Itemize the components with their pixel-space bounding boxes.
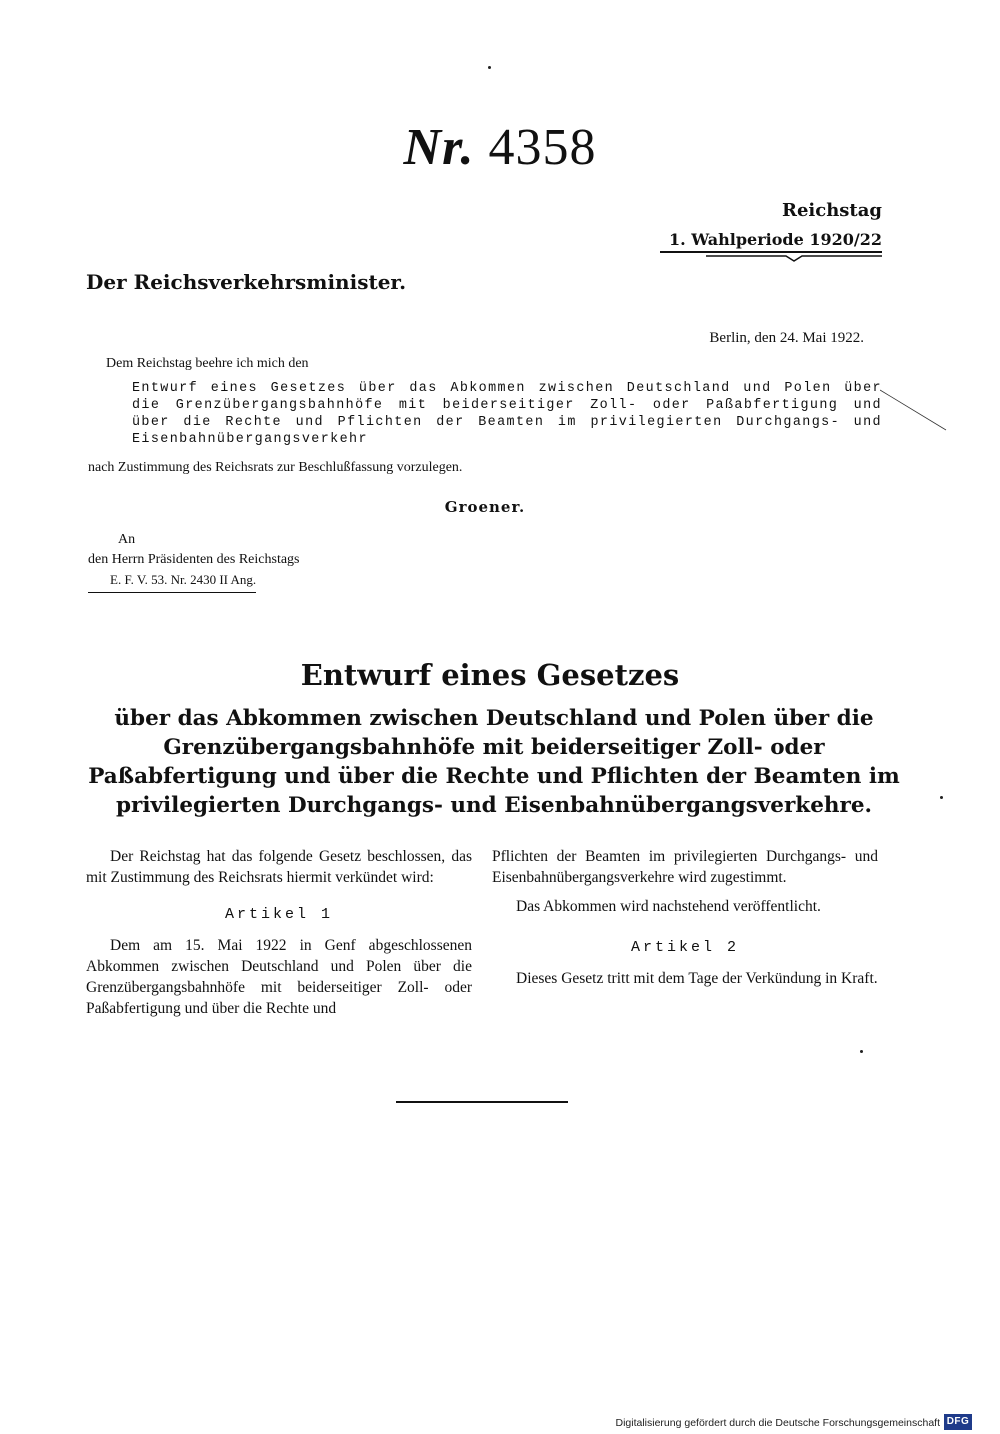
draft-reference: Entwurf eines Gesetzes über das Abkommen zwischen Deutschland und Polen über die Grenzübergangsbahnhöfe mit beiderseitiger Zoll- oder Paßabfertigung und über die Rechte und Pflichten der Beamten im privilegierten Durchgangs- und Eisenbahnübergangsverkehr: [132, 381, 882, 447]
article-1-heading: Artikel 1: [224, 906, 333, 923]
article-2-text: Dieses Gesetz tritt mit dem Tage der Verkündung in Kraft.: [516, 970, 878, 987]
number-prefix: Nr.: [403, 119, 475, 176]
speck: [940, 796, 943, 799]
reference-number: E. F. V. 53. Nr. 2430 II Ang.: [88, 570, 256, 593]
decorative-rule: [706, 254, 882, 262]
speck: [488, 66, 491, 69]
signature: Groener.: [444, 498, 526, 516]
letter-closing: nach Zustimmung des Reichsrats zur Beschlußfassung vorzulegen.: [88, 460, 463, 475]
document-number: [0, 118, 1000, 177]
sender-title: Der Reichsverkehrsminister.: [86, 270, 407, 294]
article-1-publication: Das Abkommen wird nachstehend veröffentlicht.: [516, 898, 821, 915]
recipient: den Herrn Präsidenten des Reichstags: [88, 552, 300, 567]
preamble: Der Reichstag hat das folgende Gesetz beschlossen, das mit Zustimmung des Reichsrats hiermit verkündet wird:: [86, 848, 472, 886]
article-2-heading: Artikel 2: [630, 939, 739, 956]
speck: [860, 1050, 863, 1053]
end-rule: [396, 1101, 568, 1103]
article-1-text-part1: Dem am 15. Mai 1922 in Genf abgeschlossenen Abkommen zwischen Deutschland und Polen über die Grenzübergangsbahnhöfe mit beiderseitiger Zoll- oder Paßabfertigung und über die Rechte und: [86, 937, 472, 1017]
number-value: 4358: [488, 119, 597, 176]
law-subtitle: über das Abkommen zwischen Deutschland und Polen über die Grenzübergangsbahnhöfe mit beiderseitiger Zoll- oder Paßabfertigung und über die Rechte und Pflichten der Beamten im privilegierten Durchgangs- und Eisenbahnübergangsverkehre.: [88, 706, 900, 818]
recipient-an: An: [118, 532, 136, 547]
right-column: [492, 846, 878, 989]
reichstag-label: Reichstag: [782, 200, 882, 221]
article-1-text-part2: Pflichten der Beamten im privilegierten Durchgangs- und Eisenbahnübergangsverkehre wird zugestimmt.: [492, 848, 878, 886]
dfg-logo: DFG: [944, 1414, 972, 1430]
law-title: Entwurf eines Gesetzes: [300, 658, 680, 692]
left-column: [86, 846, 472, 1019]
date-line: Berlin, den 24. Mai 1922.: [709, 330, 864, 346]
recipient-block: [88, 530, 300, 593]
margin-mark: [880, 384, 950, 434]
wahlperiode-label: 1. Wahlperiode 1920/22: [660, 230, 882, 253]
footer-credit: Digitalisierung gefördert durch die Deutsche Forschungsgemeinschaft: [615, 1417, 940, 1429]
letter-intro: Dem Reichstag beehre ich mich den: [106, 356, 309, 371]
